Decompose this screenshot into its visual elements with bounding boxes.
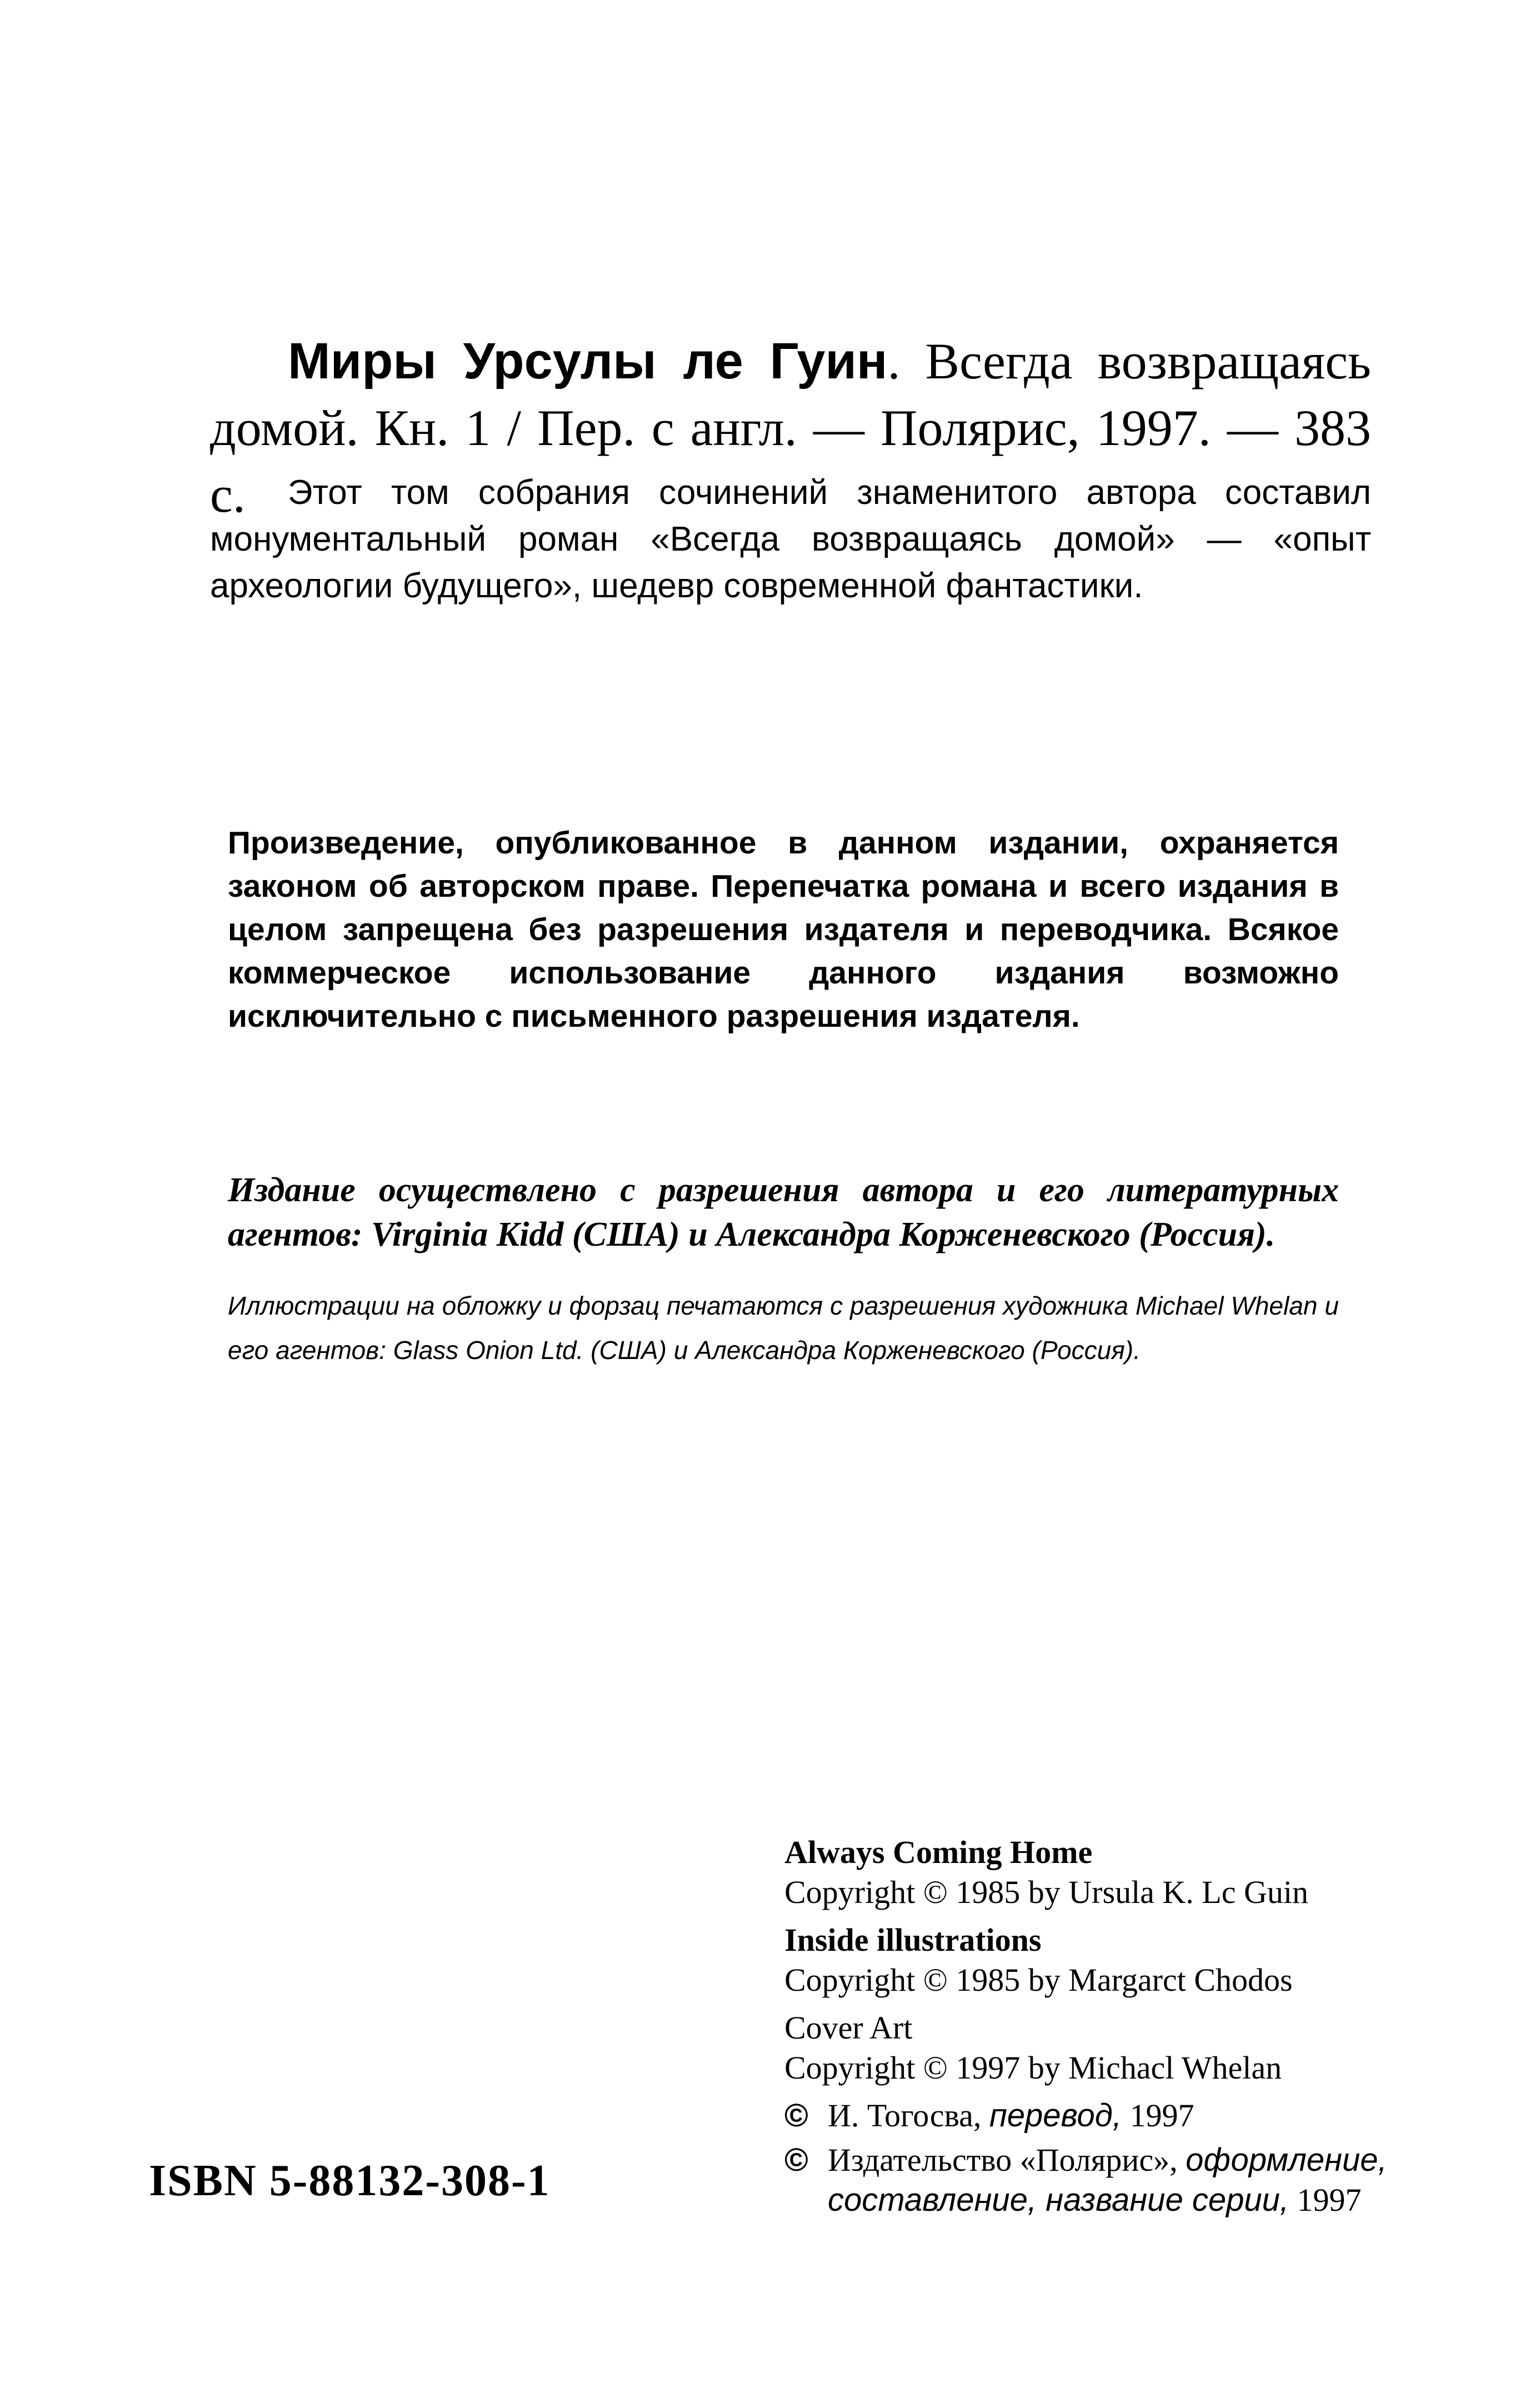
copyright-notice: Произведение, опубликованное в данном издании, охраняется законом об авторском праве. Перепечатка романа и всего издания в целом запрещена без разрешения издателя и переводчика. Всякое коммерческое использование данного издания возможно исключительно с письменного разрешения издателя.	[228, 825, 1339, 1034]
original-work-title: Always Coming Home	[784, 1834, 1093, 1870]
illustrations-note: Иллюстрации на обложку и форзац печатаются с разрешения художника Michael Whelan и его агентов: Glass Onion Ltd. (США) и Александра Корженевского (Россия).	[228, 1291, 1339, 1365]
annotation: Этот том собрания сочинений знаменитого автора составил монументальный роман «Всегда возвращаясь домой» — «опыт археологии будущего», шедевр современной фантастики.	[210, 473, 1371, 605]
isbn: ISBN 5-88132-308-1	[149, 2156, 551, 2205]
translation-role: перевод,	[989, 2097, 1122, 2134]
rights-item-original	[784, 1832, 1451, 1912]
cover-art-copyright: Copyright © 1997 by Michacl Whelan	[784, 2050, 1282, 2086]
publisher-name: Издательство «Полярис»,	[828, 2142, 1178, 2178]
rights-item-inside-illustrations	[784, 1920, 1451, 2000]
original-work-copyright: Copyright © 1985 by Ursula K. Lc Guin	[784, 1874, 1308, 1910]
inside-illustrations-copyright: Copyright © 1985 by Margarct Chodos	[784, 1962, 1293, 1998]
publisher-role-design: оформление,	[1186, 2142, 1387, 2178]
cover-art-title: Cover Art	[784, 2010, 913, 2046]
edition-note: Издание осуществлено с разрешения автора и его литературных агентов: Virginia Kidd (США) и Александра Корженевского (Россия).	[228, 1171, 1339, 1253]
publisher-copyright-continued	[784, 2180, 1451, 2220]
copyright-icon: ©	[784, 2142, 808, 2178]
publisher-year: 1997	[1297, 2182, 1362, 2218]
rights-item-cover-art	[784, 2008, 1451, 2088]
publisher-copyright	[784, 2140, 1451, 2180]
publisher-role-compilation: составление, название серии,	[828, 2182, 1289, 2218]
inside-illustrations-title: Inside illustrations	[784, 1922, 1042, 1958]
bibliographic-details: . Всегда возвращаясь домой. Кн. 1 / Пер. с англ. — Полярис, 1997. — 383 с.	[210, 333, 1371, 523]
copyright-icon: ©	[784, 2097, 808, 2134]
translation-copyright	[784, 2096, 1451, 2136]
translation-year: 1997	[1129, 2097, 1194, 2134]
copyright-lines	[784, 1832, 1451, 2220]
translator-name: И. Тогосва,	[828, 2097, 982, 2134]
book-title-author: Миры Урсулы ле Гуин	[288, 333, 888, 389]
